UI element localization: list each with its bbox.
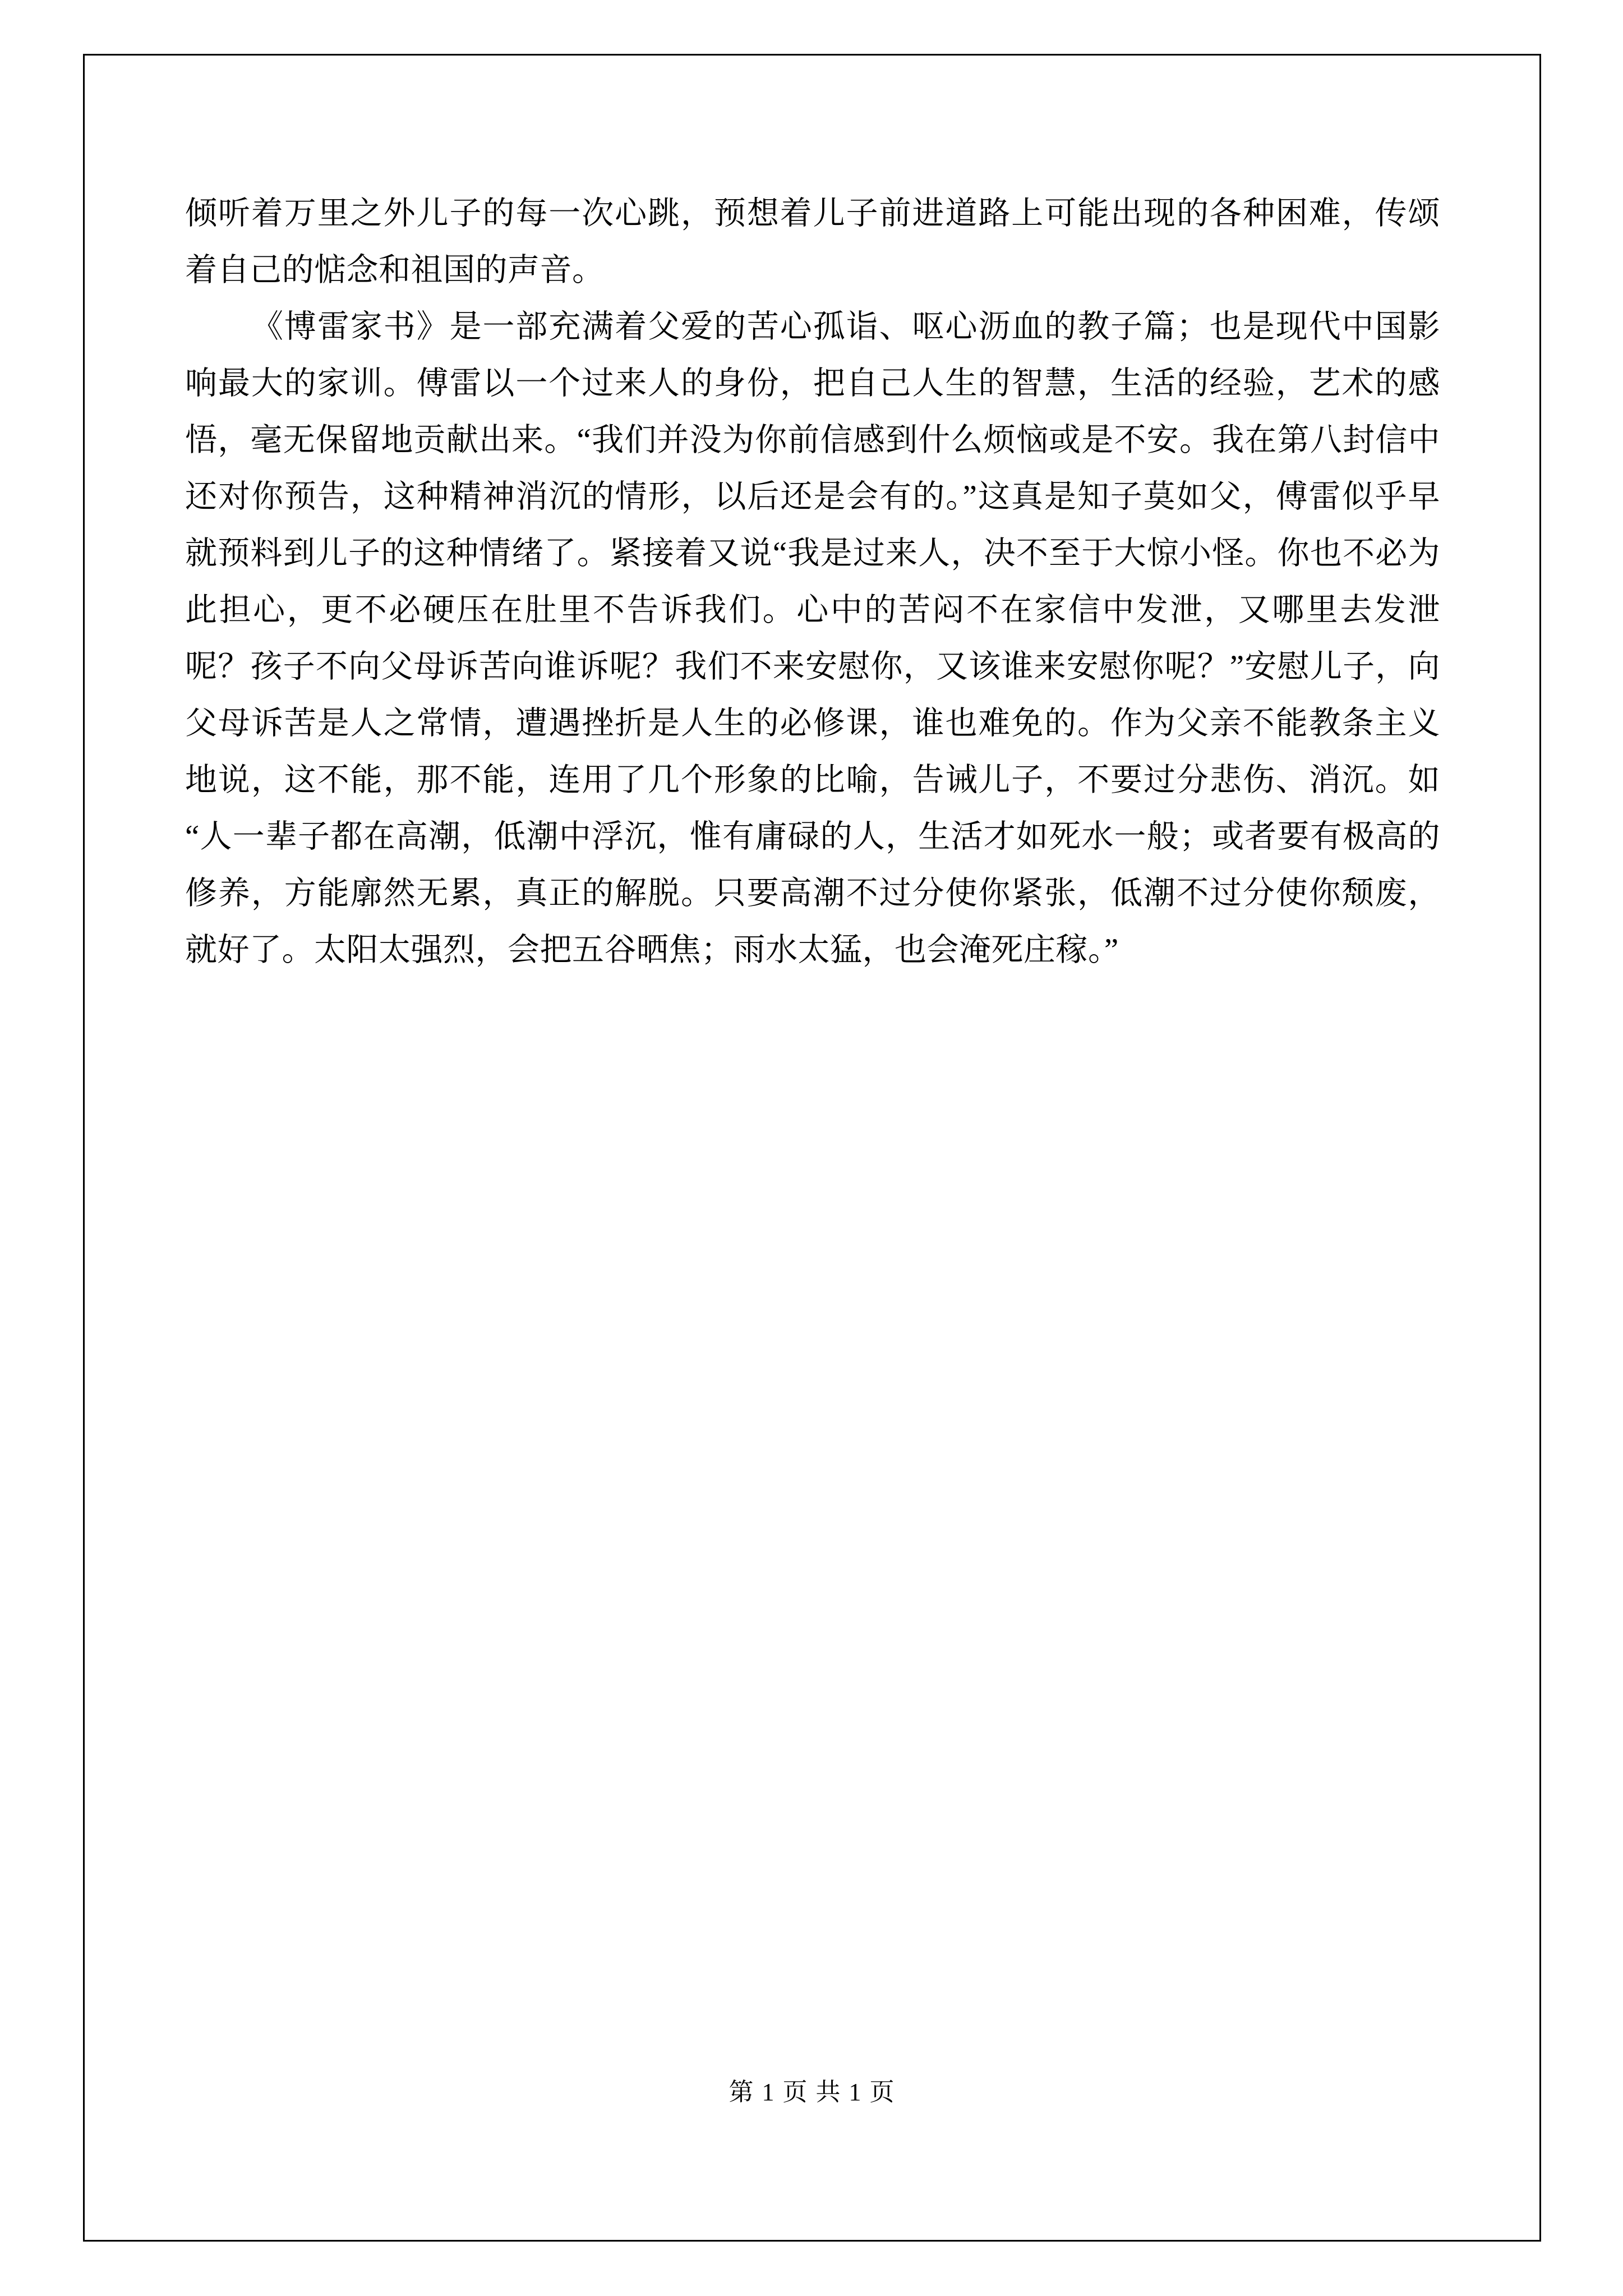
paragraph: 倾听着万里之外儿子的每一次心跳，预想着儿子前进道路上可能出现的各种困难，传颂着自己的惦念和祖国的声音。 bbox=[185, 196, 1440, 288]
document-body bbox=[185, 185, 1440, 978]
paragraph: 《博雷家书》是一部充满着父爱的苦心孤诣、呕心沥血的教子篇；也是现代中国影响最大的家训。傅雷以一个过来人的身份，把自己人生的智慧，生活的经验，艺术的感悟，毫无保留地贡献出来。“我们并没为你前信感到什么烦恼或是不安。我在第八封信中还对你预告，这种精神消沉的情形，以后还是会有的。”这真是知子莫如父，傅雷似乎早就预料到儿子的这种情绪了。紧接着又说“我是过来人，决不至于大惊小怪。你也不必为此担心，更不必硬压在肚里不告诉我们。心中的苦闷不在家信中发泄，又哪里去发泄呢？孩子不向父母诉苦向谁诉呢？我们不来安慰你，又该谁来安慰你呢？”安慰儿子，向父母诉苦是人之常情，遭遇挫折是人生的必修课，谁也难免的。作为父亲不能教条主义地说，这不能，那不能，连用了几个形象的比喻，告诫儿子，不要过分悲伤、消沉。如“人一辈子都在高潮，低潮中浮沉，惟有庸碌的人，生活才如死水一般；或者要有极高的修养，方能廓然无累，真正的解脱。只要高潮不过分使你紧张，低潮不过分使你颓废，就好了。太阳太强烈，会把五谷晒焦；雨水太猛，也会淹死庄稼。” bbox=[185, 309, 1440, 968]
page-footer: 第 1 页 共 1 页 bbox=[728, 2078, 896, 2106]
